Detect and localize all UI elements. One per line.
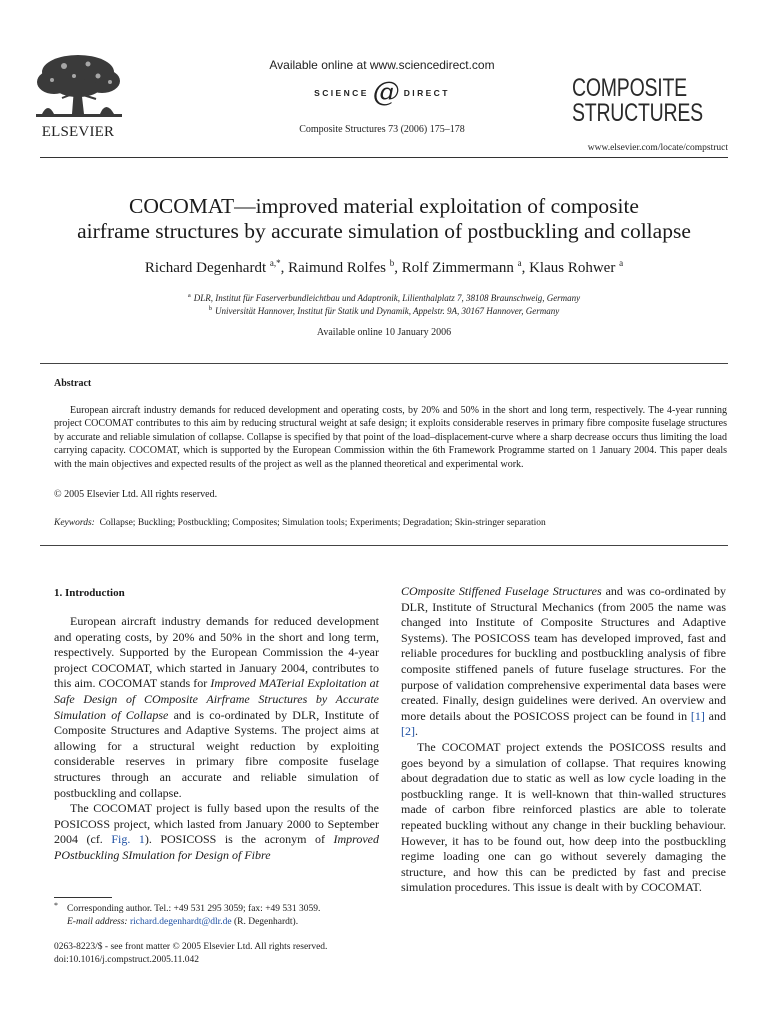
paper-title-line2: airframe structures by accurate simulation of postbuckling and collapse (77, 219, 691, 243)
paragraph-text: and is co-ordinated by DLR, Institute of Composite Structures and Adaptive Systems. The project aims at allowing for a structural weight reduction by exploiting considerable reserves in primary fibre composite fuselage structures through an accurate and reliable simulation of postbuckling and collapse. (54, 707, 379, 800)
author-name: Raimund Rolfes (288, 260, 387, 276)
affiliation-a (30, 293, 738, 303)
author-separator: , (394, 260, 402, 276)
publisher-name: ELSEVIER (41, 124, 115, 140)
author-affiliation-mark[interactable]: a (619, 258, 624, 268)
affiliation-text: Universität Hannover, Institut für Statik und Dynamik, Appelstr. 9A, 30167 Hannover, Germany (214, 306, 560, 316)
paragraph-text: ). POSICOSS is the acronym of (144, 832, 334, 847)
paper-title (30, 194, 738, 244)
journal-title (572, 76, 703, 126)
intro-paragraph-3: The COCOMAT project extends the POSICOSS results and goes beyond by a simulation of collapse. That requires knowing about degradation due to static as well as low cycle loading in the postbuckling range. It is well-known that thin-walled structures made of carbon fibre reinforced plastics are able to tolerate repeated buckling without any change in their buckling behaviour. However, it has to be found out, how deep into the postbuckling regime loading one can go without severely damaging the structure, and how this can be predicted by fast and precise simulation procedures. This issue is dealt with by COCOMAT. (401, 739, 726, 895)
intro-paragraph-2-continued (401, 584, 726, 740)
footnote-divider (54, 897, 112, 898)
keywords-line (54, 518, 727, 528)
paragraph-text: and was co-ordinated by DLR, Institute of Structural Mechanics (from 2005 the name was changed into Institute of Composite Structures and Adaptive Systems). The POSICOSS team has developed improved, fast and reliable procedures for buckling and postbuckling analysis of fibre composite stiffened panels of future fuselage structures. For the purpose of validation comprehensive experimental data bases were created. Finally, design guidelines were derived. An overview and more details about the POSICOSS project can be found in (401, 584, 726, 723)
project-acronym-expansion: Improved POstbuckling SImulation for Design of Fibre (54, 832, 379, 862)
section-heading-introduction: 1. Introduction (54, 587, 125, 599)
sciencedirect-science-text: SCIENCE (314, 88, 369, 98)
journal-title-line2: STRUCTURES (572, 99, 703, 127)
footnote-corresponding (54, 899, 384, 916)
author-list (30, 260, 738, 277)
available-online-date: Available online 10 January 2006 (316, 327, 452, 338)
journal-url[interactable]: www.elsevier.com/locate/compstruct (587, 143, 728, 153)
abstract-text: European aircraft industry demands for reduced development and operating costs, by 20% and 50% in the short and long term, respectively. The 4-year running project COCOMAT contributes to this aim by reducing structural weight at safe design; it exploits considerable reserves in primary fibre composite fuselage structures by accurate and reliable simulation of collapse. Collapse is specified by that point of the load–displacement-curve where a sharp decrease occurs thus limiting the load carrying capacity. COCOMAT, which is supported by the European Commission within the 6th Framework Programme started on 1 January 2004. This paper deals with the main objectives and expected results of the project as well as the planned theoretical and experimental work. (54, 405, 727, 470)
elsevier-tree-logo-icon (28, 52, 128, 124)
affiliation-mark: a (187, 292, 191, 299)
available-online-notice: Available online at www.sciencedirect.com (269, 58, 495, 72)
left-column (54, 614, 379, 864)
project-acronym-expansion: Improved MATerial Exploitation at Safe Design of COmposite Airframe Structures by Accurate Simulation of Collapse (54, 676, 379, 722)
citation-link[interactable]: [1] (690, 708, 705, 723)
author-separator: , (521, 260, 530, 276)
issn-line: 0263-8223/$ - see front matter © 2005 Elsevier Ltd. All rights reserved. (54, 942, 328, 952)
front-matter (54, 941, 414, 967)
affiliation-b (30, 306, 738, 316)
header-divider (40, 157, 728, 158)
doi-line[interactable]: doi:10.1016/j.compstruct.2005.11.042 (54, 955, 200, 965)
right-column (401, 584, 726, 896)
paper-title-line1: COCOMAT—improved material exploitation of composite (129, 194, 639, 218)
paragraph-text: and (704, 708, 727, 723)
author-separator: , (280, 260, 289, 276)
intro-paragraph-2 (54, 801, 379, 863)
sciencedirect-logo (230, 77, 534, 108)
keywords-label: Keywords: (54, 518, 95, 528)
journal-title-line1: COMPOSITE (572, 74, 687, 102)
author-affiliation-mark[interactable]: a (517, 258, 522, 268)
affiliation-text: DLR, Institut für Faserverbundleichtbau und Adaptronik, Lilienthalplatz 7, 38108 Braunschweig, Germany (193, 293, 581, 303)
author-affiliation-mark[interactable]: b (389, 258, 395, 268)
abstract-bottom-divider (40, 545, 728, 546)
paragraph-text: European aircraft industry demands for reduced development and operating costs, by 20% and 50% in the short and long term, respectively. Supported by the European Commission the 4-year project COCOMAT, which started in January 2004, contributes to this aim. COCOMAT stands for (54, 614, 379, 691)
footnote (54, 899, 384, 929)
sciencedirect-at-icon: @ (372, 77, 400, 108)
sciencedirect-direct-text: DIRECT (403, 88, 450, 98)
abstract-copyright: © 2005 Elsevier Ltd. All rights reserved. (54, 489, 218, 500)
keywords-text: Collapse; Buckling; Postbuckling; Composites; Simulation tools; Experiments; Degradation; Skin-stringer separation (99, 518, 546, 528)
figure-reference-link[interactable]: Fig. 1 (111, 832, 145, 847)
affiliation-mark: b (208, 305, 212, 312)
journal-citation: Composite Structures 73 (2006) 175–178 (299, 124, 465, 135)
paragraph-text: . (415, 724, 418, 739)
author-email-link[interactable]: richard.degenhardt@dlr.de (129, 917, 232, 927)
author-name: Richard Degenhardt (144, 260, 267, 276)
author-name: Klaus Rohwer (529, 260, 616, 276)
author-affiliation-mark[interactable]: a,* (269, 258, 281, 268)
footnote-text: Corresponding author. Tel.: +49 531 295 3059; fax: +49 531 3059. (67, 904, 321, 914)
project-acronym-expansion: COmposite Stiffened Fuselage Structures (401, 584, 602, 598)
abstract-heading: Abstract (54, 378, 92, 389)
footnote-email-line (54, 916, 384, 929)
footnote-marker: * (54, 901, 58, 910)
author-name: Rolf Zimmermann (401, 260, 514, 276)
footnote-text: (R. Degenhardt). (231, 917, 299, 927)
email-label: E-mail address: (67, 917, 128, 927)
abstract-top-divider (40, 363, 728, 364)
paragraph-text: The COCOMAT project is fully based upon the results of the POSICOSS project, which lasted from January 2000 to September 2004 (cf. (54, 801, 379, 847)
intro-paragraph-1 (54, 614, 379, 801)
citation-link[interactable]: [2] (401, 724, 415, 739)
